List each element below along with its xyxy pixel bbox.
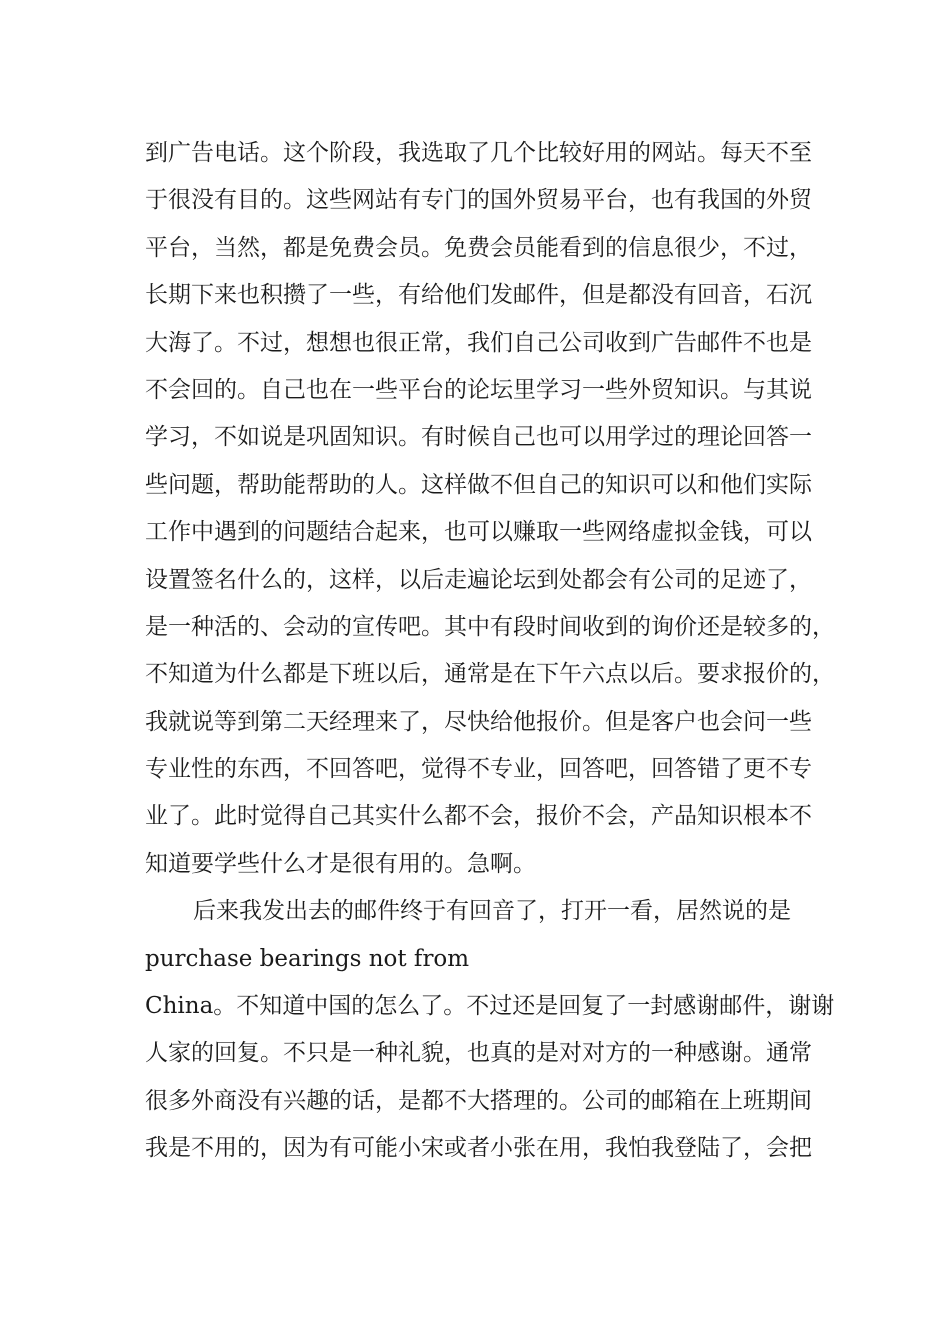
text-line: 人家的回复。不只是一种礼貌，也真的是对对方的一种感谢。通常 bbox=[145, 1040, 812, 1067]
text-line: 专业性的东西，不回答吧，觉得不专业，回答吧，回答错了更不专 bbox=[145, 756, 812, 783]
text-line: 知道要学些什么才是很有用的。急啊。 bbox=[145, 850, 536, 877]
text-line: 设置签名什么的，这样，以后走遍论坛到处都会有公司的足迹了， bbox=[145, 566, 812, 593]
text-line: 不知道为什么都是下班以后，通常是在下午六点以后。要求报价的， bbox=[145, 661, 835, 688]
text-line: 学习，不如说是巩固知识。有时候自己也可以用学过的理论回答一 bbox=[145, 424, 812, 451]
text-line: 长期下来也积攒了一些，有给他们发邮件，但是都没有回音，石沉 bbox=[145, 282, 812, 309]
text-line: 业了。此时觉得自己其实什么都不会，报价不会，产品知识根本不 bbox=[145, 803, 812, 830]
text-line: 很多外商没有兴趣的话，是都不大搭理的。公司的邮箱在上班期间 bbox=[145, 1087, 812, 1114]
text-line: 不会回的。自己也在一些平台的论坛里学习一些外贸知识。与其说 bbox=[145, 376, 812, 403]
text-line: 是一种活的、会动的宣传吧。其中有段时间收到的询价还是较多的， bbox=[145, 613, 835, 640]
text-line: purchase bearings not from bbox=[145, 945, 470, 972]
body-text bbox=[145, 130, 845, 1173]
text-line: 我就说等到第二天经理来了，尽快给他报价。但是客户也会问一些 bbox=[145, 708, 812, 735]
text-line: 大海了。不过，想想也很正常，我们自己公司收到广告邮件不也是 bbox=[145, 329, 812, 356]
text-line: 我是不用的，因为有可能小宋或者小张在用，我怕我登陆了，会把 bbox=[145, 1135, 812, 1162]
text-line: China。不知道中国的怎么了。不过还是回复了一封感谢邮件，谢谢 bbox=[145, 993, 835, 1020]
text-line: 些问题，帮助能帮助的人。这样做不但自己的知识可以和他们实际 bbox=[145, 471, 812, 498]
text-line: 工作中遇到的问题结合起来，也可以赚取一些网络虚拟金钱，可以 bbox=[145, 519, 812, 546]
text-line: 到广告电话。这个阶段，我选取了几个比较好用的网站。每天不至 bbox=[145, 140, 812, 166]
text-line: 平台，当然，都是免费会员。免费会员能看到的信息很少，不过， bbox=[145, 234, 812, 261]
paragraph-first-line: 后来我发出去的邮件终于有回音了，打开一看，居然说的是 bbox=[193, 898, 791, 925]
text-line: 于很没有目的。这些网站有专门的国外贸易平台，也有我国的外贸 bbox=[145, 187, 812, 214]
